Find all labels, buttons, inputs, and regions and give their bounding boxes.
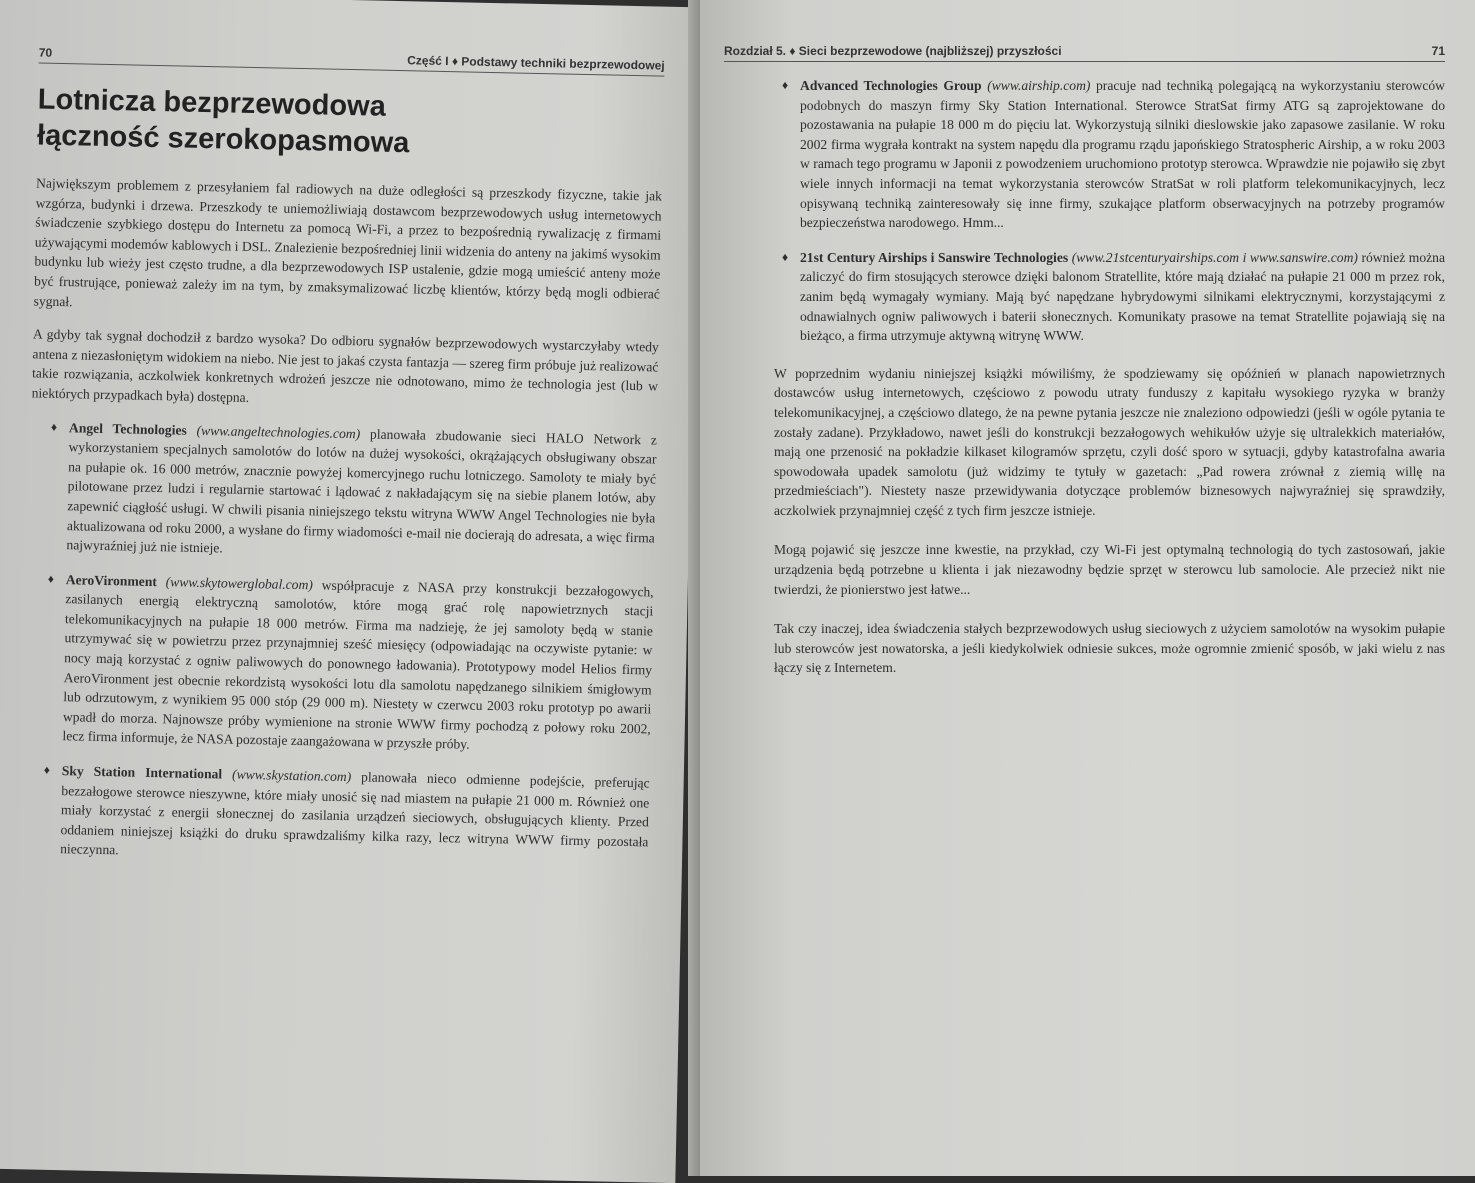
bullet-text: planowała nieco odmienne podejście, preferując bezzałogowe sterowce nieszywne, które miały unosić się nad miastem na pułapie 21 000 m. Również one miały korzystać z energii słonecznej do zasilania urządzeń sieciowych, obsługujących klienty. Przed oddaniem niniejszej książki do druku sprawdzaliśmy kilka razy, lecz witryna WWW firmy pozostała nieczynna. <box>59 769 650 858</box>
section-title-line2: łączność szerokopasmowa <box>36 119 410 160</box>
company-url: (www.skystation.com) <box>231 766 352 785</box>
right-running-head-text: Rozdział 5. ♦ Sieci bezprzewodowe (najbliższej) przyszłości <box>724 44 1062 58</box>
right-paragraph-2: Mogą pojawić się jeszcze inne kwestie, na przykład, czy Wi-Fi jest optymalną technologią do tych zastosowań, jakie urządzenia będą potrzebne u klienta i jak niezawodny będzie sprzęt w sterowcu lub samolocie. Ale przecież nikt nie twierdzi, że pionierstwo jest łatwe... <box>774 542 1445 597</box>
bullet-angel-technologies <box>40 417 657 567</box>
left-bullet-list <box>34 417 657 871</box>
bullet-text: również można zaliczyć do firm stosujących sterowce dzięki balonom Stratellite, które mają działać na pułapie 21 000 m przez rok, zanim będą wymagały wymiany. Mają być napędzane hybrydowymi silnikami elektrycznymi, korzystającymi z odnawialnych ogniw paliwowych i baterii słonecznych. Komunikaty prasowe na temat Stratellite pojawiają się na bieżąco, a firma utrzymuje aktywną witrynę WWW. <box>800 249 1445 344</box>
company-name: AeroVironment <box>65 571 158 589</box>
bullet-aerovironment <box>36 569 654 758</box>
left-page-number: 70 <box>38 45 53 60</box>
company-name: 21st Century Airships i Sanswire Technologies <box>800 249 1069 265</box>
left-running-head <box>39 45 665 76</box>
left-paragraph-2: A gdyby tak sygnał dochodził z bardzo wysoka? Do odbioru sygnałów bezprzewodowych wystarczyłaby wtedy antena z niezasłoniętym widokiem na niebo. Nie jest to jakaś czysta fantazja — szereg firm próbuje już realizować takie rozwiązania, aczkolwiek konkretnych wdrożeń jeszcze nie odnotowano, mimo że technologia jest (lub w niektórych przypadkach była) dostępna. <box>31 326 659 405</box>
company-name: Angel Technologies <box>68 419 187 438</box>
right-paragraph-1: W poprzednim wydaniu niniejszej książki mówiliśmy, że spodziewamy się opóźnień w planach napowietrznych dostawców usług internetowych, częściowo z powodu utraty funduszy z kapitału wysokiego ryzyka w branży telekomunikacyjnej, a częściowo dlatego, że na pewne pytania jeszcze nie znaleziono odpowiedzi (jeśli w ogóle pytania te zostały zadane). Przykładowo, nawet jeśli do konstrukcji bezzałogowych wehikułów użyje się ultralekkich materiałów, mają one przenosić na pokładzie kilkaset kilogramów sprzętu, czyli dość sporo w sytuacji, gdyby katastrofalna awaria spowodowała upadek samolotu (już widzimy te tytuły w gazetach: „Pad rowera zrównał z ziemią willę na przedmieściach"). Niestety nasze przewidywania dotyczące problemów biznesowych najwyraźniej się sprawdziły, aczkolwiek przynajmniej część z tych firm jeszcze istnieje. <box>774 365 1445 518</box>
diamond-bullet-icon: ♦ <box>47 571 55 586</box>
company-url: (www.21stcenturyairships.com i www.sanswire.com) <box>1071 249 1358 265</box>
company-url: (www.angeltechnologies.com) <box>196 422 361 441</box>
company-name: Sky Station International <box>61 763 223 782</box>
right-bullet-list <box>774 76 1445 346</box>
left-paragraph-1: Największym problemem z przesyłaniem fal radiowych na duże odległości są przeszkody fizyczne, takie jak wzgórza, budynki i drzewa. Przeszkody te uniemożliwiają dostawcom bezprzewodowych usług internetowych świadczenie szybkiego dostępu do Internetu za pomocą Wi-Fi, a przez to bezpośrednią rywalizację z firmami używającymi modemów kablowych i DSL. Znalezienie bezpośredniej linii widzenia do anteny na jakimś wysokim budynku lub wieży jest często trudne, a dla bezprzewodowych ISP ustalenie, gdzie mogą umieścić anteny może być frustrujące, ponieważ zależy im na tym, by zmaksymalizować liczbę klientów, którzy będą mogli odbierać sygnał. <box>33 175 663 309</box>
right-paragraph-3: Tak czy inaczej, idea świadczenia stałych bezprzewodowych usług sieciowych z użyciem samolotów na wysokim pułapie lub sterowców jest nowatorska, a jeśli kiedykolwiek odniesie sukces, może ogromnie zmienić sposób, w jaki wielu z nas łączy się z Internetem. <box>774 621 1445 676</box>
right-page-number: 71 <box>1431 44 1445 58</box>
right-running-head <box>724 44 1445 62</box>
section-title <box>37 81 664 166</box>
section-title-line1: Lotnicza bezprzewodowa <box>37 83 387 123</box>
diamond-bullet-icon: ♦ <box>782 249 789 264</box>
left-running-head-text: Część I ♦ Podstawy techniki bezprzewodowej <box>407 53 665 73</box>
company-url: (www.skytowerglobal.com) <box>165 573 314 593</box>
bullet-advanced-technologies <box>774 76 1445 233</box>
company-name: Advanced Technologies Group <box>800 78 982 93</box>
diamond-bullet-icon: ♦ <box>50 419 58 434</box>
bullet-21st-century-airships <box>774 248 1445 346</box>
diamond-bullet-icon: ♦ <box>43 762 51 777</box>
bullet-sky-station <box>34 761 650 872</box>
bullet-text: współpracuje z NASA przy konstrukcji bezzałogowych, zasilanych energią elektryczną samolotów, które mogą grać rolę napowietrznych stacji telekomunikacyjnych na pułapie 18 000 metrów. Firma ma nadzieję, że jej samoloty będą w stanie utrzymywać się w powietrzu przez przynajmniej sześć miesięcy (odpowiadając na oczywiste pytanie: w nocy mają korzystać z ogniw paliwowych do ponownego ładowania). Prototypowy model Helios firmy AeroVironment jest obecnie rekordzistą wysokości lotu dla samolotu napędzanego silnikiem śmigłowym lub odrzutowym, z wynikiem 95 000 stóp (29 000 m). Niestety w czerwcu 2003 roku prototyp po awarii wpadł do morza. Najnowsze próby wymienione na stronie WWW firmy pochodzą z połowy roku 2002, lecz firma informuje, że NASA pozostaje zaangażowana w przyszłe próby. <box>62 577 654 753</box>
right-page <box>700 0 1475 1176</box>
diamond-bullet-icon: ♦ <box>782 78 789 92</box>
company-url: (www.airship.com) <box>987 78 1091 93</box>
bullet-text: pracuje nad techniką polegającą na wykorzystaniu sterowców podobnych do maszyn firmy Sky Station International. Sterowce StratSat firmy ATG są zaprojektowane do pozostawania na pułapie 18 000 m do pięciu lat. Wykorzystują silniki dieslowskie jako zapasowe zasilanie. W roku 2002 firma wygrała kontrakt na system napędu dla programu rządu japońskiego Stratospheric Airship, a w roku 2003 w ramach tego programu w Japonii z powodzeniem uruchomiono prototyp sterowca. Wprawdzie nie pojawiło się zbyt wiele innych informacji na temat wykorzystania sterowców StratSat w roli platform telekomunikacyjnych, lecz opisywaną techniką zainteresowały się inne firmy, szukające platform obserwacyjnych na potrzeby programów bezpieczeństwa narodowego. Hmm... <box>800 78 1445 231</box>
bullet-text: planowała zbudowanie sieci HALO Network z wykorzystaniem specjalnych samolotów do lotów na dużej wysokości, okrążających obsługiwany obszar na pułapie ok. 16 000 metrów, znacznie powyżej komercyjnego ruchu lotniczego. Samoloty te miały być pilotowane przez ludzi i regularnie startować i lądować z nakładającym się na siebie planem lotów, aby zapewnić ciągłość usługi. W chwili pisania niniejszego tekstu witryna WWW Angel Technologies nie była aktualizowana od roku 2000, a wysłane do firmy wiadomości e-mail nie docierają do adresata, a więc firma najwyraźniej już nie istnieje. <box>66 426 658 556</box>
left-page <box>0 0 700 1183</box>
